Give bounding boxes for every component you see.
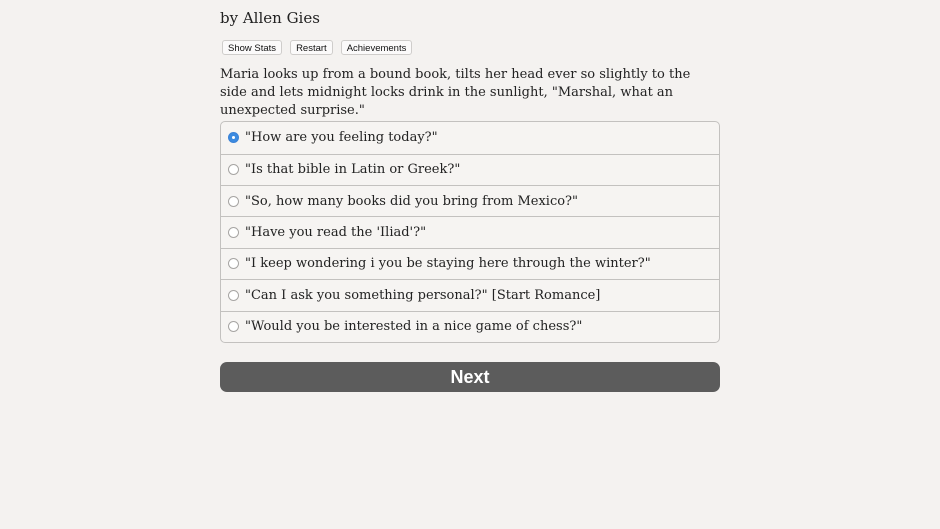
choice-option-5[interactable] xyxy=(221,248,719,279)
radio-button[interactable] xyxy=(228,227,239,238)
radio-button[interactable] xyxy=(228,164,239,175)
choice-label: "Can I ask you something personal?" [Start Romance] xyxy=(245,287,601,303)
toolbar xyxy=(222,40,412,55)
choice-label: "Have you read the 'Iliad'?" xyxy=(245,225,427,241)
show-stats-button[interactable]: Show Stats xyxy=(222,40,282,55)
choice-option-6[interactable] xyxy=(221,279,719,310)
choice-option-4[interactable] xyxy=(221,216,719,247)
choice-list xyxy=(220,121,720,343)
radio-button[interactable] xyxy=(228,321,239,332)
next-button[interactable]: Next xyxy=(220,362,720,392)
radio-button[interactable] xyxy=(228,132,239,143)
choice-option-3[interactable] xyxy=(221,185,719,216)
radio-button[interactable] xyxy=(228,290,239,301)
author-line: by Allen Gies xyxy=(220,9,320,27)
achievements-button[interactable]: Achievements xyxy=(341,40,413,55)
choice-option-1[interactable] xyxy=(221,122,719,154)
choice-label: "So, how many books did you bring from Mexico?" xyxy=(245,193,579,209)
choice-option-7[interactable] xyxy=(221,311,719,342)
radio-button[interactable] xyxy=(228,258,239,269)
choice-option-2[interactable] xyxy=(221,154,719,185)
narrative-text: Maria looks up from a bound book, tilts her head ever so slightly to the side and lets midnight locks drink in the sunlight, "Marshal, what an unexpected surprise." xyxy=(220,67,691,118)
choice-label: "Would you be interested in a nice game of chess?" xyxy=(245,319,583,335)
choice-label: "Is that bible in Latin or Greek?" xyxy=(245,162,461,178)
restart-button[interactable]: Restart xyxy=(290,40,333,55)
choice-label: "I keep wondering i you be staying here through the winter?" xyxy=(245,256,651,272)
choice-label: "How are you feeling today?" xyxy=(245,130,438,146)
radio-button[interactable] xyxy=(228,196,239,207)
